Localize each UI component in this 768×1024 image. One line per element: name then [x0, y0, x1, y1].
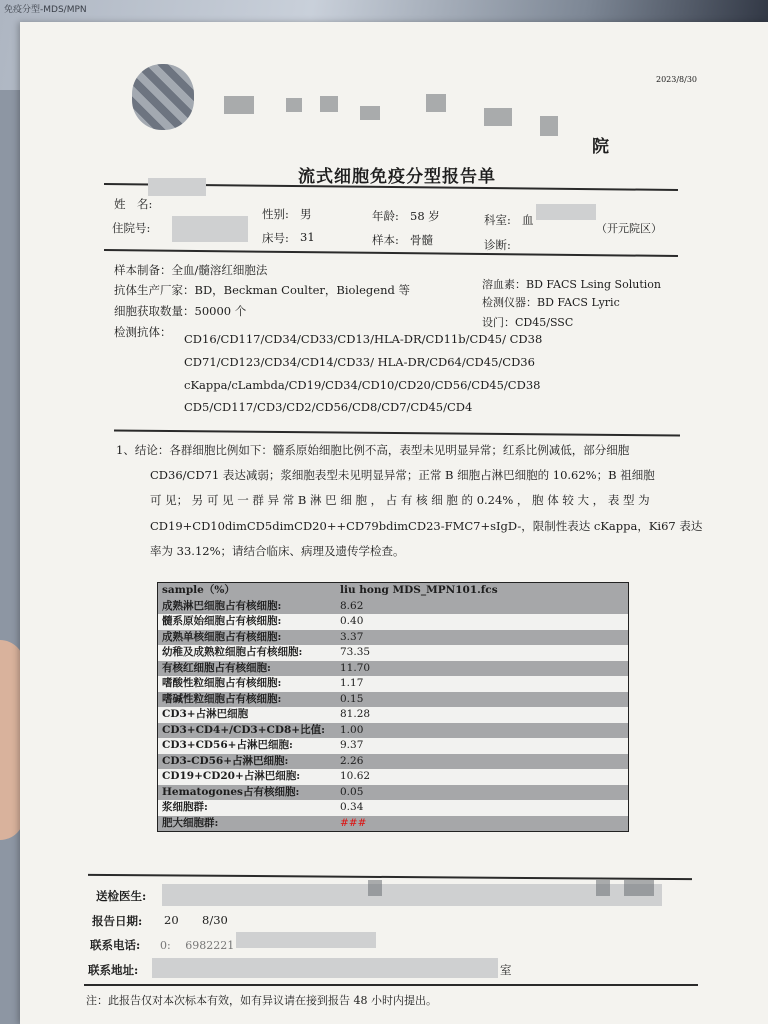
- print-date: 2023/8/30: [656, 75, 698, 84]
- address-label: 联系地址:: [88, 963, 139, 977]
- conclusion-line: 率为 33.12%；请结合临床、病理及遗传学检查。: [150, 544, 405, 558]
- date-part-a: 20: [164, 913, 179, 927]
- antibody-panel-4: CD5/CD117/CD3/CD2/CD56/CD8/CD7/CD45/CD4: [184, 400, 473, 414]
- antibody-vendor: 抗体生产厂家：BD，Beckman Coulter，Biolegend 等: [114, 283, 411, 297]
- redacted-address: [152, 958, 498, 978]
- row-value: 0.15: [336, 692, 629, 708]
- row-value: 3.37: [336, 630, 629, 646]
- row-value: ###: [336, 816, 629, 832]
- table-row: [158, 754, 629, 770]
- table-row: [158, 599, 629, 615]
- results-table: [157, 582, 629, 832]
- gating: 设门：CD45/SSC: [482, 316, 574, 329]
- date-part-b: 8/30: [202, 913, 228, 927]
- row-value: 8.62: [336, 599, 629, 615]
- age-label: 年龄:: [372, 209, 399, 223]
- disclaimer-note: 注：此报告仅对本次标本有效，如有异议请在接到报告 48 小时内提出。: [86, 994, 437, 1007]
- phone-label: 联系电话:: [90, 938, 141, 952]
- table-row: [158, 738, 629, 754]
- table-row: [158, 769, 629, 785]
- row-label: Hematogones占有核细胞:: [158, 785, 337, 801]
- table-row: [158, 630, 629, 646]
- background-text: 免疫分型-MDS/MPN: [4, 5, 87, 15]
- row-label: 成熟单核细胞占有核细胞:: [158, 630, 337, 646]
- header-cell: sample（%）: [158, 583, 337, 599]
- table-row: [158, 645, 629, 661]
- table-row: [158, 661, 629, 677]
- instrument: 检测仪器：BD FACS Lyric: [482, 296, 620, 309]
- row-value: 11.70: [336, 661, 629, 677]
- antibody-panel-1: CD16/CD117/CD34/CD33/CD13/HLA-DR/CD11b/CD45/ CD38: [184, 332, 543, 346]
- row-label: 肥大细胞群:: [158, 816, 337, 832]
- redacted-dept: [536, 204, 596, 220]
- row-label: CD3+CD56+占淋巴细胞:: [158, 738, 337, 754]
- date-label: 报告日期:: [92, 914, 143, 928]
- table-row: [158, 816, 629, 832]
- row-value: 0.40: [336, 614, 629, 630]
- row-label: 成熟淋巴细胞占有核细胞:: [158, 599, 337, 615]
- age-value: 58 岁: [410, 209, 440, 223]
- gender-value: 男: [300, 207, 312, 221]
- row-label: 幼稚及成熟粒细胞占有核细胞:: [158, 645, 337, 661]
- lysis-reagent: 溶血素：BD FACS Lsing Solution: [482, 278, 661, 291]
- row-value: 2.26: [336, 754, 629, 770]
- hospital-name-redacted: [220, 94, 610, 157]
- diagnosis-label: 诊断:: [484, 238, 511, 252]
- table-row: [158, 692, 629, 708]
- bed-value: 31: [300, 230, 315, 244]
- dept-label: 科室:: [484, 213, 511, 227]
- table-row: [158, 707, 629, 723]
- phone-partial: 0: 6982221: [160, 939, 235, 952]
- bed-label: 床号:: [262, 231, 289, 245]
- sample-prep: 样本制备：全血/髓溶红细胞法: [114, 263, 268, 277]
- antibody-label: 检测抗体：: [114, 325, 172, 339]
- conclusion-line: 可 见； 另 可 见 一 群 异 常 B 淋 巴 细 胞 ， 占 有 核 细 胞 的 0.24% ， 胞 体 较 大 ， 表 型 为: [150, 493, 650, 507]
- hospital-suffix: 院: [592, 137, 609, 157]
- row-label: CD19+CD20+占淋巴细胞:: [158, 769, 337, 785]
- note-rule: [84, 984, 698, 986]
- row-label: CD3-CD56+占淋巴细胞:: [158, 754, 337, 770]
- row-value: 1.00: [336, 723, 629, 739]
- doctor-label: 送检医生:: [96, 889, 147, 903]
- cell-count: 细胞获取数量：50000 个: [114, 304, 247, 318]
- conclusion-line: 1、结论：各群细胞比例如下：髓系原始细胞比例不高，表型未见明显异常；红系比例减低，部分细胞: [116, 443, 630, 457]
- gender-label: 性别:: [262, 207, 289, 221]
- row-label: 嗜碱性粒细胞占有核细胞:: [158, 692, 337, 708]
- report-title: 流式细胞免疫分型报告单: [298, 167, 496, 187]
- redacted-inpatient: [172, 216, 248, 242]
- row-value: 73.35: [336, 645, 629, 661]
- dept-tail: （开元院区）: [596, 222, 662, 235]
- row-value: 9.37: [336, 738, 629, 754]
- row-value: 0.05: [336, 785, 629, 801]
- address-tail: 室: [500, 963, 512, 977]
- dept-value: 血: [522, 213, 534, 227]
- antibody-panel-3: cKappa/cLambda/CD19/CD34/CD10/CD20/CD56/CD45/CD38: [184, 378, 541, 392]
- row-label: 髓系原始细胞占有核细胞:: [158, 614, 337, 630]
- row-value: 81.28: [336, 707, 629, 723]
- conclusion-line: CD19+CD10dimCD5dimCD20++CD79bdimCD23-FMC7+sIgD-，限制性表达 cKappa，Ki67 表达: [150, 519, 703, 533]
- table-row: [158, 723, 629, 739]
- header-cell: liu hong MDS_MPN101.fcs: [336, 583, 629, 599]
- table-row: [158, 676, 629, 692]
- sample-value: 骨髓: [410, 233, 433, 247]
- row-label: 浆细胞群:: [158, 800, 337, 816]
- row-label: CD3+CD4+/CD3+CD8+比值:: [158, 723, 337, 739]
- conclusion-line: CD36/CD71 表达减弱；浆细胞表型未见明显异常；正常 B 细胞占淋巴细胞的 10.62%；B 祖细胞: [150, 468, 655, 482]
- row-label: 有核红细胞占有核细胞:: [158, 661, 337, 677]
- row-label: 嗜酸性粒细胞占有核细胞:: [158, 676, 337, 692]
- row-value: 10.62: [336, 769, 629, 785]
- hospital-logo: [132, 64, 194, 130]
- row-value: 1.17: [336, 676, 629, 692]
- table-row: [158, 614, 629, 630]
- row-value: 0.34: [336, 800, 629, 816]
- antibody-panel-2: CD71/CD123/CD34/CD14/CD33/ HLA-DR/CD64/CD45/CD36: [184, 355, 535, 369]
- row-label: CD3+占淋巴细胞: [158, 707, 337, 723]
- table-header-row: [158, 583, 629, 599]
- table-row: [158, 800, 629, 816]
- name-label: 姓 名:: [114, 197, 153, 211]
- redacted-doctor: [162, 884, 662, 906]
- redacted-name: [148, 178, 206, 196]
- table-row: [158, 785, 629, 801]
- sample-label: 样本:: [372, 233, 399, 247]
- inpatient-label: 住院号:: [112, 221, 151, 235]
